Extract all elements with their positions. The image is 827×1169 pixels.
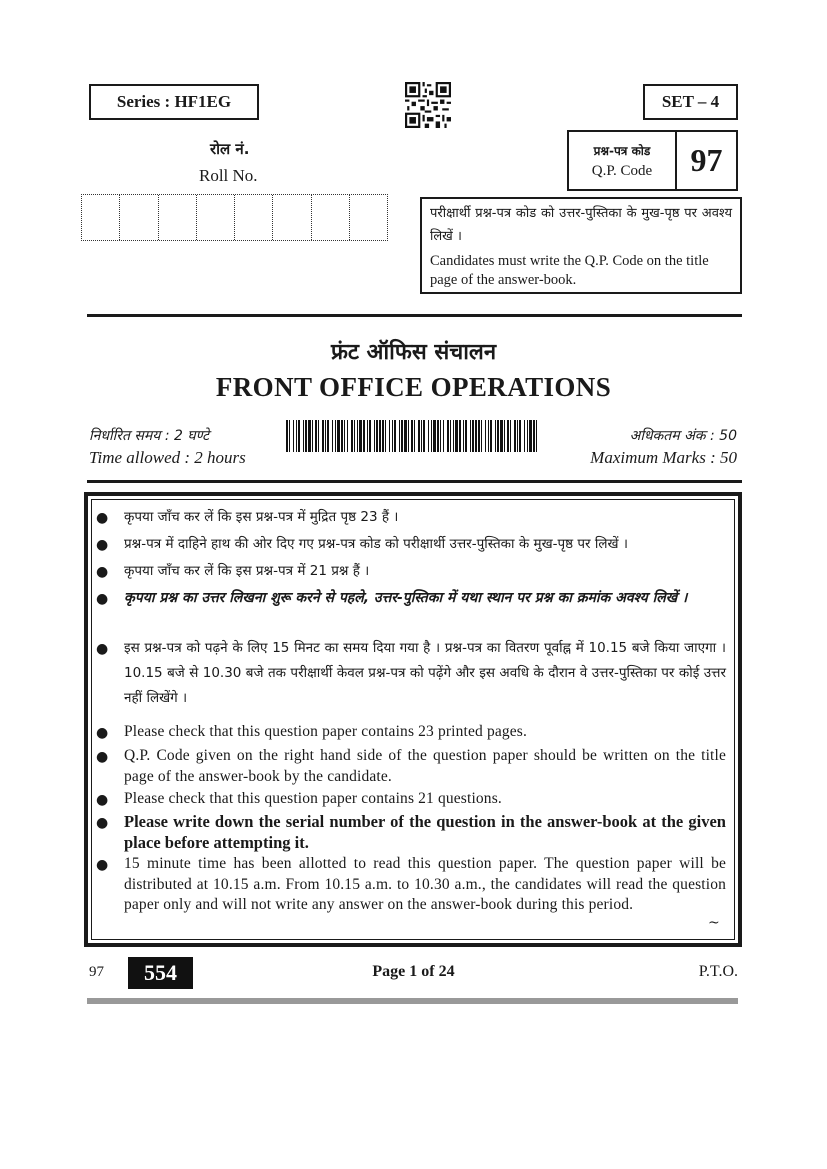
footer-badge: 554 [128, 957, 193, 989]
set-label: SET – 4 [643, 84, 738, 120]
roll-digit-box[interactable] [159, 195, 197, 240]
instruction-hindi-5: इस प्रश्न-पत्र को पढ़ने के लिए 15 मिनट का समय दिया गया है । प्रश्न-पत्र का वितरण पूर्वाह्न में 10.15 बजे किया जाएगा । 10.15 बजे से 10.30 बजे तक परीक्षार्थी केवल प्रश्न-पत्र को पढ़ेंगे और इस अवधि के दौरान वे उत्तर-पुस्तिका पर कोई उत्तर नहीं लिखेंगे । [124, 640, 726, 706]
barcode-icon [286, 420, 539, 452]
instruction-english-1: Please check that this question paper contains 23 printed pages. [124, 723, 528, 740]
qp-code-label [569, 132, 677, 189]
bullet-icon: ● [96, 749, 109, 765]
time-allowed-hindi: निर्धारित समय : 2 घण्टे [89, 428, 210, 444]
qp-code-instruction-box [420, 197, 742, 294]
roll-digit-box[interactable] [350, 195, 387, 240]
qp-code-box [567, 130, 738, 191]
roll-number-label: Roll No. [199, 166, 258, 185]
page-number: Page 1 of 24 [372, 963, 455, 980]
bullet-icon: ● [96, 510, 109, 526]
footer-divider [87, 998, 738, 1004]
roll-digit-box[interactable] [197, 195, 235, 240]
bullet-icon: ● [96, 725, 109, 741]
footer-qp-code: 97 [89, 964, 104, 980]
pto-label: P.T.O. [698, 963, 738, 980]
instruction-hindi-1: कृपया जाँच कर लें कि इस प्रश्न-पत्र में मुद्रित पृष्ठ 23 हैं । [124, 509, 399, 525]
subject-title: FRONT OFFICE OPERATIONS [215, 372, 612, 402]
bullet-icon: ● [96, 792, 109, 808]
instruction-hindi-4: कृपया प्रश्न का उत्तर लिखना शुरू करने से पहले, उत्तर-पुस्तिका में यथा स्थान पर प्रश्न का क्रमांक अवश्य लिखें । [124, 590, 688, 606]
bullet-icon: ● [96, 857, 109, 873]
bullet-icon: ● [96, 537, 109, 553]
roll-digit-box[interactable] [312, 195, 350, 240]
time-allowed: Time allowed : 2 hours [89, 448, 246, 467]
qp-code-note-hindi: परीक्षार्थी प्रश्न-पत्र कोड को उत्तर-पुस्तिका के मुख-पृष्ठ पर अवश्य लिखें । [430, 206, 732, 244]
maximum-marks: Maximum Marks : 50 [590, 448, 737, 467]
bullet-icon: ● [96, 815, 109, 831]
subject-title-hindi: फ्रंट ऑफिस संचालन [330, 340, 497, 365]
bullet-icon: ● [96, 564, 109, 580]
roll-digit-box[interactable] [235, 195, 273, 240]
instruction-english-5: 15 minute time has been allotted to read this question paper. The question paper will be distributed at 10.15 a.m. From 10.15 a.m. to 10.30 a.m., the candidates will read the question paper only and will not write any answer on the answer-book during this period. [124, 855, 726, 913]
roll-digit-box[interactable] [120, 195, 158, 240]
qp-code-label-english: Q.P. Code [591, 162, 653, 179]
instruction-hindi-2: प्रश्न-पत्र में दाहिने हाथ की ओर दिए गए प्रश्न-पत्र कोड को परीक्षार्थी उत्तर-पुस्तिका के मुख-पृष्ठ पर लिखें । [124, 536, 628, 552]
divider [87, 314, 742, 317]
roll-number-boxes[interactable] [81, 194, 388, 241]
qp-code-note-english: Candidates must write the Q.P. Code on the title page of the answer-book. [430, 253, 709, 288]
instruction-hindi-3: कृपया जाँच कर लें कि इस प्रश्न-पत्र में 21 प्रश्न हैं । [124, 563, 370, 579]
roll-digit-box[interactable] [273, 195, 311, 240]
qp-code-value: 97 [690, 142, 723, 178]
instruction-english-3: Please check that this question paper contains 21 questions. [124, 790, 502, 807]
maximum-marks-hindi: अधिकतम अंक : 50 [629, 428, 737, 444]
bullet-icon: ● [96, 591, 109, 607]
instruction-english-4: Please write down the serial number of the question in the answer-book at the given place before attempting it. [124, 812, 726, 852]
instruction-english-2: Q.P. Code given on the right hand side of the question paper should be written on the title page of the answer-book by the candidate. [124, 747, 726, 785]
series-label: Series : HF1EG [89, 84, 259, 120]
bullet-icon: ● [96, 641, 109, 657]
roll-digit-box[interactable] [82, 195, 120, 240]
continuation-mark: ~ [708, 915, 720, 931]
qr-code-icon [405, 82, 451, 128]
roll-number-label-hindi: रोल नं. [210, 140, 250, 158]
divider [87, 480, 742, 483]
qp-code-label-hindi: प्रश्न-पत्र कोड [593, 143, 651, 158]
